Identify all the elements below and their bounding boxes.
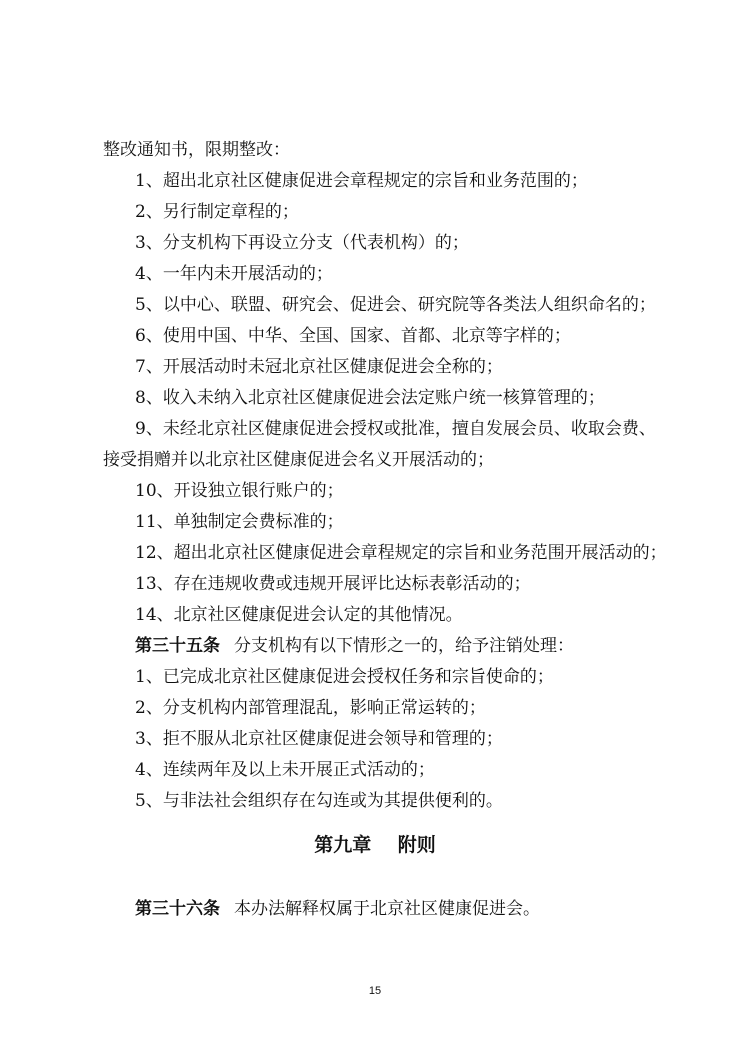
list-item: 11、单独制定会费标准的；	[135, 512, 344, 532]
chapter-title: 第九章 附则	[314, 834, 436, 856]
article-36	[135, 898, 540, 920]
list-item: 12、超出北京社区健康促进会章程规定的宗旨和业务范围开展活动的；	[135, 543, 667, 563]
article-35-heading: 第三十五条	[135, 636, 220, 656]
list-item: 5、以中心、联盟、研究会、促进会、研究院等各类法人组织命名的；	[135, 295, 656, 315]
list-item: 5、与非法社会组织存在勾连或为其提供便利的。	[135, 791, 503, 811]
list-item: 4、连续两年及以上未开展正式活动的；	[135, 760, 435, 780]
intro-text: 整改通知书，限期整改：	[103, 140, 290, 160]
article-36-text: 本办法解释权属于北京社区健康促进会。	[234, 899, 540, 919]
list-item: 2、分支机构内部管理混乱，影响正常运转的；	[135, 698, 486, 718]
list-item-continuation: 接受捐赠并以北京社区健康促进会名义开展活动的；	[103, 450, 494, 470]
list-item: 1、已完成北京社区健康促进会授权任务和宗旨使命的；	[135, 667, 554, 687]
article-35	[135, 635, 574, 657]
list-item: 10、开设独立银行账户的；	[135, 481, 344, 501]
article-36-heading: 第三十六条	[135, 899, 220, 919]
list-item: 7、开展活动时未冠北京社区健康促进会全称的；	[135, 357, 503, 377]
list-item: 13、存在违规收费或违规开展评比达标表彰活动的；	[135, 574, 531, 594]
page-number: 15	[368, 985, 382, 997]
list-item: 2、另行制定章程的；	[135, 202, 299, 222]
list-item: 3、拒不服从北京社区健康促进会领导和管理的；	[135, 729, 503, 749]
list-item: 6、使用中国、中华、全国、国家、首都、北京等字样的；	[135, 326, 571, 346]
list-item: 9、未经北京社区健康促进会授权或批准，擅自发展会员、收取会费、	[135, 419, 656, 439]
list-item: 3、分支机构下再设立分支（代表机构）的；	[135, 233, 469, 253]
list-item: 8、收入未纳入北京社区健康促进会法定账户统一核算管理的；	[135, 388, 605, 408]
article-35-text: 分支机构有以下情形之一的，给予注销处理：	[234, 636, 574, 656]
list-item: 14、北京社区健康促进会认定的其他情况。	[135, 605, 463, 625]
list-item: 4、一年内未开展活动的；	[135, 264, 333, 284]
list-item: 1、超出北京社区健康促进会章程规定的宗旨和业务范围的；	[135, 171, 588, 191]
